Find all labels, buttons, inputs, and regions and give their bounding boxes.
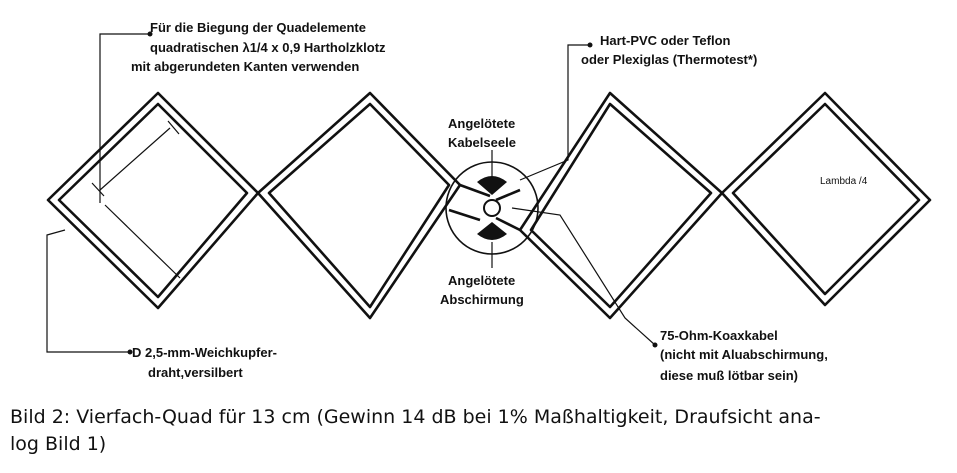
leader-pvc [520, 45, 590, 180]
quad-element-1-inner [59, 104, 247, 297]
label-wire-line2: draht,versilbert [148, 365, 243, 380]
feed-wire-left-bottom [449, 210, 480, 220]
caption-line1: Bild 2: Vierfach-Quad für 13 cm (Gewinn 14 dB bei 1% Maßhaltigkeit, Draufsicht ana- [10, 406, 821, 428]
quad-element-3-inner [531, 104, 711, 307]
label-lambda: Lambda /4 [820, 176, 868, 187]
label-shield-line1: Angelötete [448, 273, 516, 288]
solder-shield [477, 222, 507, 240]
label-bend-line3: mit abgerundeten Kanten verwenden [131, 59, 360, 74]
leader-wire [47, 230, 130, 352]
quad-element-1 [48, 93, 258, 308]
label-bend-line1: Für die Biegung der Quadelemente [150, 20, 366, 35]
caption-line2: log Bild 1) [10, 433, 107, 455]
quad-element-2 [258, 93, 460, 318]
leader-dot-coax [653, 343, 658, 348]
label-coax-line3: diese muß lötbar sein) [660, 368, 798, 383]
quad-element-4-inner [733, 104, 919, 294]
leader-dot-pvc [588, 43, 593, 48]
label-coax-line2: (nicht mit Aluabschirmung, [660, 347, 828, 362]
dimension-tick-1 [92, 183, 104, 196]
label-coax-line1: 75-Ohm-Koaxkabel [660, 328, 778, 343]
label-bend-line2: quadratischen λ1/4 x 0,9 Hartholzklotz [150, 40, 386, 55]
quad-element-4 [722, 93, 930, 305]
dimension-line-side [100, 128, 170, 190]
label-wire-line1: D 2,5-mm-Weichkupfer- [132, 345, 277, 360]
coax-connector [484, 200, 500, 216]
figure-caption [10, 404, 940, 458]
label-shield-line2: Abschirmung [440, 292, 524, 307]
label-pvc-line2: oder Plexiglas (Thermotest*) [581, 52, 758, 67]
feed-wire-right-top [496, 190, 520, 200]
label-core-line1: Angelötete [448, 116, 516, 131]
quad-element-2-inner [269, 104, 449, 307]
quad-element-3 [520, 93, 722, 318]
label-core-line2: Kabelseele [448, 135, 516, 150]
label-pvc-line1: Hart-PVC oder Teflon [600, 33, 731, 48]
